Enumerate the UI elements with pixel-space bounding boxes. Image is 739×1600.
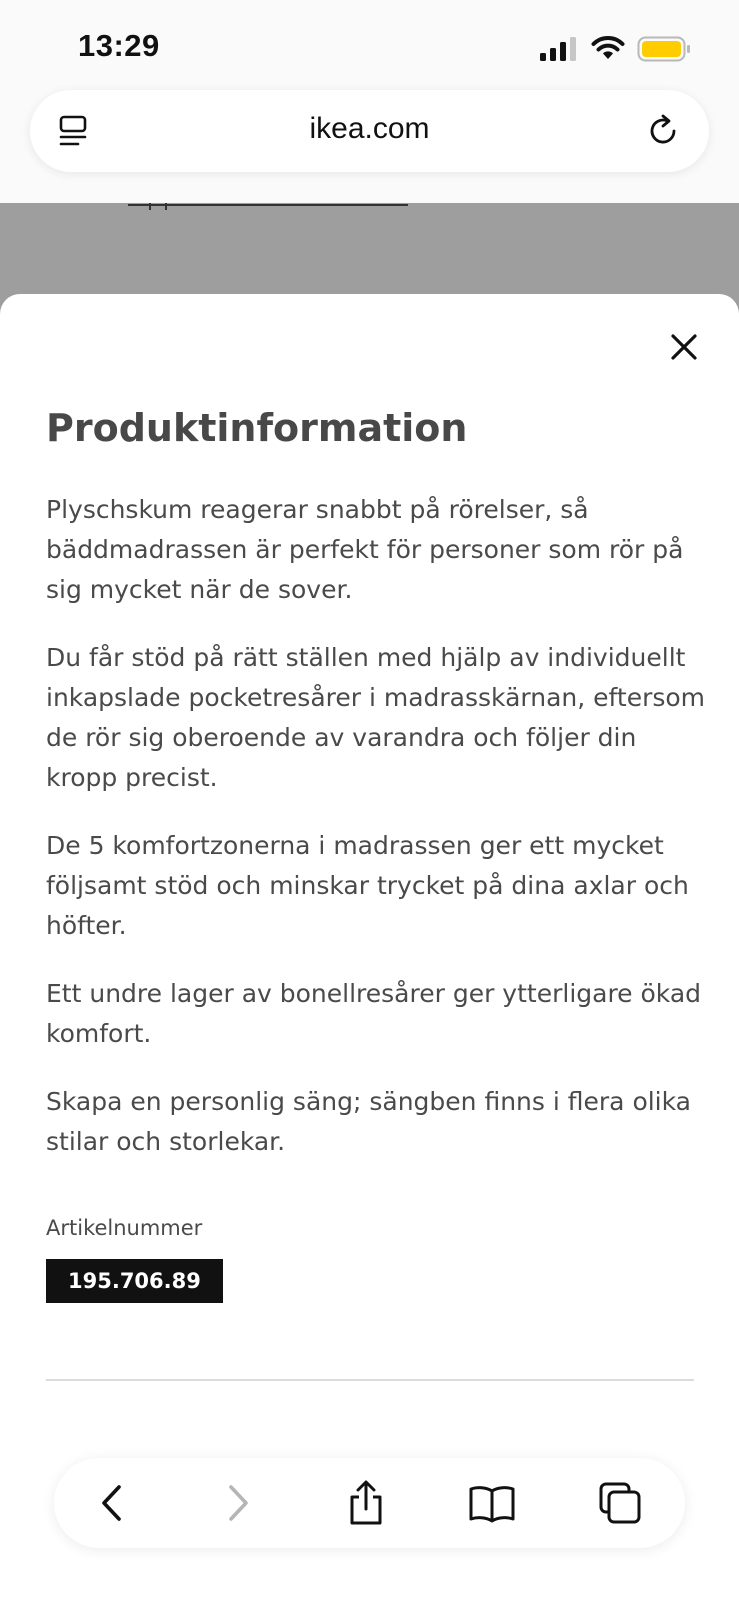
section-divider [46,1379,694,1381]
share-button[interactable] [342,1479,390,1527]
browser-toolbar [54,1458,685,1548]
bookmarks-button[interactable] [468,1479,516,1527]
reload-icon[interactable] [647,114,681,148]
address-bar[interactable] [30,90,709,172]
description-paragraph: Skapa en personlig säng; sängben finns i flera olika stilar och storlekar. [46,1087,691,1156]
article-number-badge: 195.706.89 [46,1259,223,1303]
bookmarks-icon [468,1483,516,1523]
sheet-title: Produktinformation [46,406,468,450]
url-text[interactable]: ikea.com [309,112,430,145]
close-button[interactable] [659,322,709,372]
forward-button[interactable] [214,1479,262,1527]
product-info-sheet [0,294,739,1600]
product-description [46,490,706,1190]
battery-icon [637,36,691,62]
tabs-button[interactable] [596,1479,644,1527]
article-number-label: Artikelnummer [46,1216,203,1240]
close-icon [670,333,698,361]
description-paragraph: Ett undre lager av bonellresårer ger ytterligare ökad komfort. [46,979,702,1048]
wifi-icon [591,35,625,61]
status-time: 13:29 [78,28,160,63]
cellular-signal-icon [540,37,578,61]
description-paragraph: Du får stöd på rätt ställen med hjälp av individuellt inkapslade pocketresårer i madrasskärnan, eftersom de rör sig oberoende av varandra och följer din kropp precist. [46,643,706,792]
forward-icon [223,1483,253,1523]
status-bar [0,0,739,92]
description-paragraph: Plyschskum reagerar snabbt på rörelser, så bäddmadrassen är perfekt för personer som rör på sig mycket när de sover. [46,495,684,604]
back-button[interactable] [88,1479,136,1527]
share-icon [346,1480,386,1526]
page-decoration [128,203,408,211]
tabs-icon [597,1480,643,1526]
description-paragraph: De 5 komfortzonerna i madrassen ger ett mycket följsamt stöd och minskar trycket på dina axlar och höfter. [46,831,689,940]
back-icon [97,1483,127,1523]
